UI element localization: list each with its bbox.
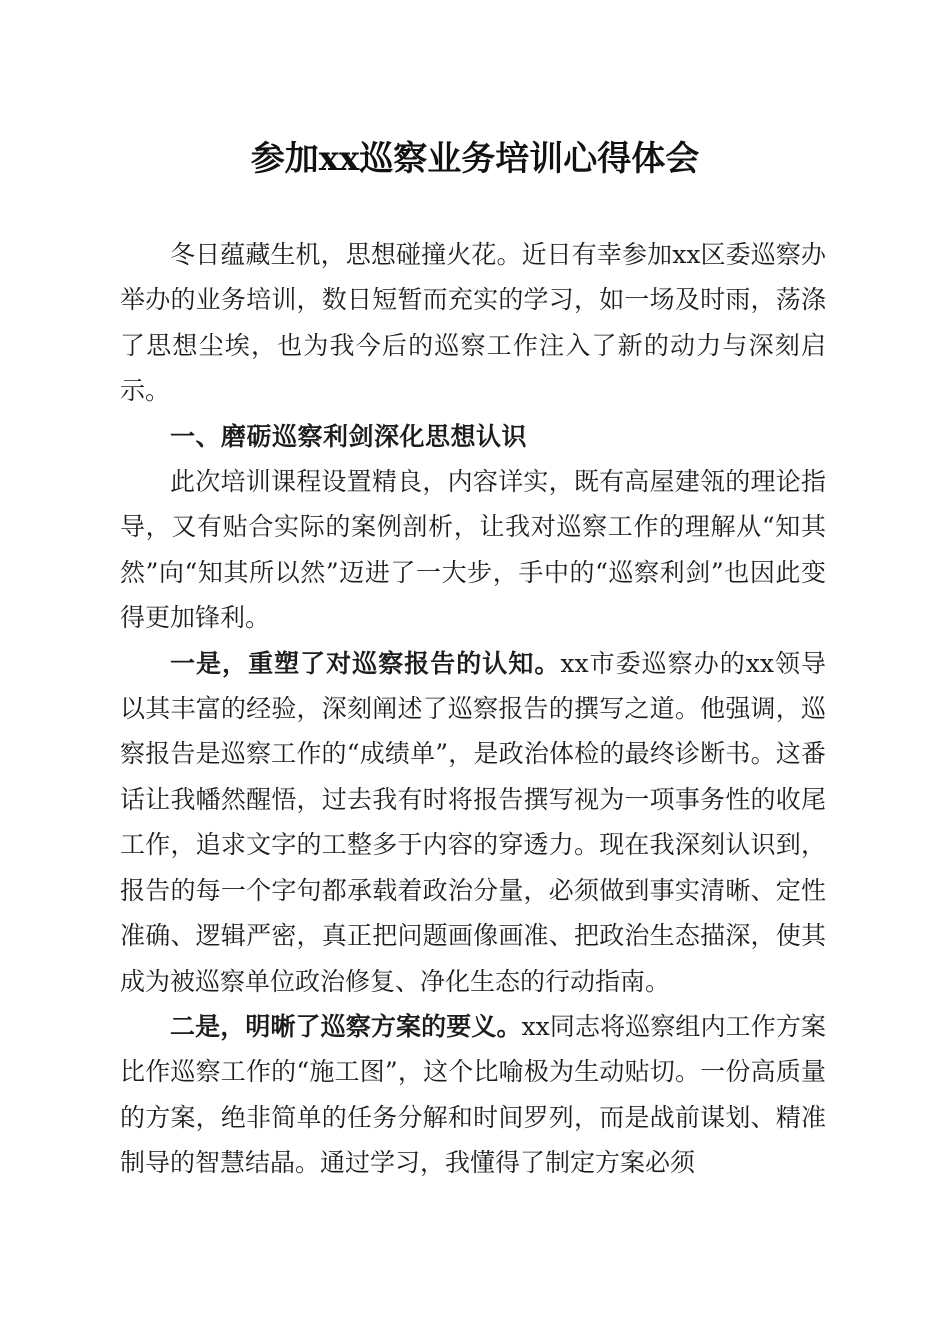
point-2-text: xx同志将巡察组内工作方案比作巡察工作的“施工图”，这个比喻极为生动贴切。一份高质量的方案，绝非简单的任务分解和时间罗列，而是战前谋划、精准制导的智慧结晶。通过学习，我懂得了制定方案必须 bbox=[120, 1011, 826, 1178]
point-2-lead: 二是，明晰了巡察方案的要义。 bbox=[170, 1011, 522, 1041]
point-1-text: xx市委巡察办的xx领导以其丰富的经验，深刻阐述了巡察报告的撰写之道。他强调，巡察报告是巡察工作的“成绩单”，是政治体检的最终诊断书。这番话让我幡然醒悟，过去我有时将报告撰写视为一项事务性的收尾工作，追求文字的工整多于内容的穿透力。现在我深刻认识到，报告的每一个字句都承载着政治分量，必须做到事实清晰、定性准确、逻辑严密，真正把问题画像画准、把政治生态描深，使其成为被巡察单位政治修复、净化生态的行动指南。 bbox=[120, 648, 826, 996]
document-body bbox=[120, 232, 826, 1186]
document-title: 参加xx巡察业务培训心得体会 bbox=[250, 139, 700, 179]
section-paragraph: 此次培训课程设置精良，内容详实，既有高屋建瓴的理论指导，又有贴合实际的案例剖析，让我对巡察工作的理解从“知其然”向“知其所以然”迈进了一大步，手中的“巡察利剑”也因此变得更加锋利。 bbox=[120, 467, 826, 633]
section-heading: 一、磨砺巡察利剑深化思想认识 bbox=[170, 421, 528, 451]
intro-paragraph: 冬日蕴藏生机，思想碰撞火花。近日有幸参加xx区委巡察办举办的业务培训，数日短暂而充实的学习，如一场及时雨，荡涤了思想尘埃，也为我今后的巡察工作注入了新的动力与深刻启示。 bbox=[120, 240, 826, 406]
point-1-lead: 一是，重塑了对巡察报告的认知。 bbox=[170, 648, 561, 678]
point-2-paragraph bbox=[120, 1004, 826, 1186]
point-1-paragraph bbox=[120, 641, 826, 1004]
